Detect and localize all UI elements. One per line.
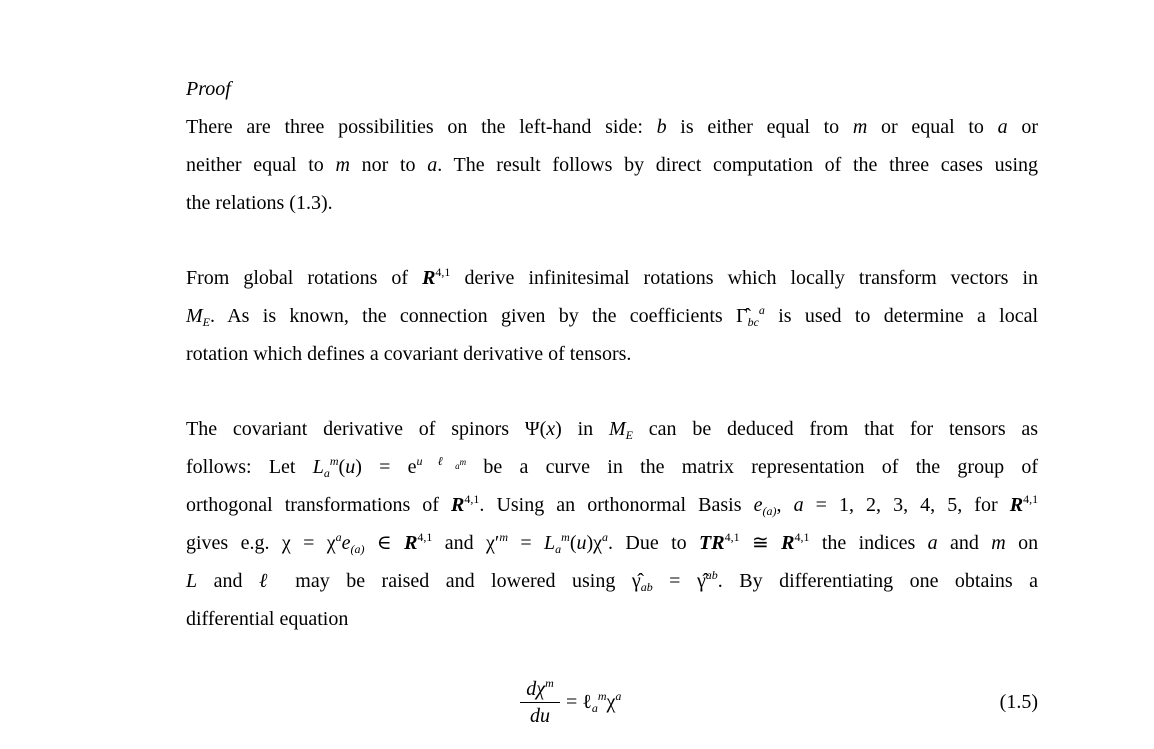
paragraph-2-line-2: $M_E$. As is known, the connection given by the coefficients $\Gammâ_{bc}^a$ is used to determine a local xyxy=(186,303,1039,329)
paragraph-3-line-5: L and ℓ may be raised and lowered using $\gammâ_{ab}$ = γ̂$^{ab}$. By differentiating one obtains a xyxy=(186,568,1039,594)
paragraph-1-line-2: neither equal to m nor to a. The result follows by direct computation of the three cases using xyxy=(186,154,1038,176)
paragraph-3-line-6: differential equation xyxy=(186,608,349,630)
equation-number: (1.5) xyxy=(999,691,1038,713)
paragraph-2-line-3: rotation which defines a covariant derivative of tensors. xyxy=(186,343,632,365)
paragraph-3-line-2: follows: Let $L_a^m(u) = e^{u \ell_am}$ be a curve in the matrix representation of the group of xyxy=(186,454,1039,480)
paragraph-3-line-3: orthogonal transformations of R$^{4,1}$. Using an orthonormal Basis $e_{(a)}$, a = 1, 2, 3, 4, 5, for R$^{4,1}$ xyxy=(186,492,1039,518)
paragraph-1-line-1: There are three possibilities on the left-hand side: b is either equal to m or equal to a or xyxy=(186,116,1039,138)
paragraph-3-line-4: gives e.g. $\chi = \chi^ae_{(a)}$ ∈ R$^{4,1}$ and $\chi'^m = L_a^m(u)\chi^a$. Due to TR$^{4,1}$ ≅ R$^{4,1}$ the indices a and m on xyxy=(186,530,1039,556)
equation-1-5 xyxy=(518,676,648,730)
paragraph-2-line-1: From global rotations of R$^{4,1}$ derive infinitesimal rotations which locally transform vectors in xyxy=(186,265,1039,289)
fraction-numerator: $d\chi^m$ xyxy=(526,676,554,700)
paragraph-3-line-1: The covariant derivative of spinors Ψ(x) in $M_E$ can be deduced from that for tensors as xyxy=(186,418,1039,442)
equation-rhs: = $\ell_a^m\chi^a$ xyxy=(566,689,622,715)
derivative-fraction xyxy=(518,676,562,729)
proof-heading: Proof xyxy=(186,78,231,100)
paragraph-1-line-3: the relations (1.3). xyxy=(186,192,333,214)
fraction-denominator: du xyxy=(530,705,550,727)
